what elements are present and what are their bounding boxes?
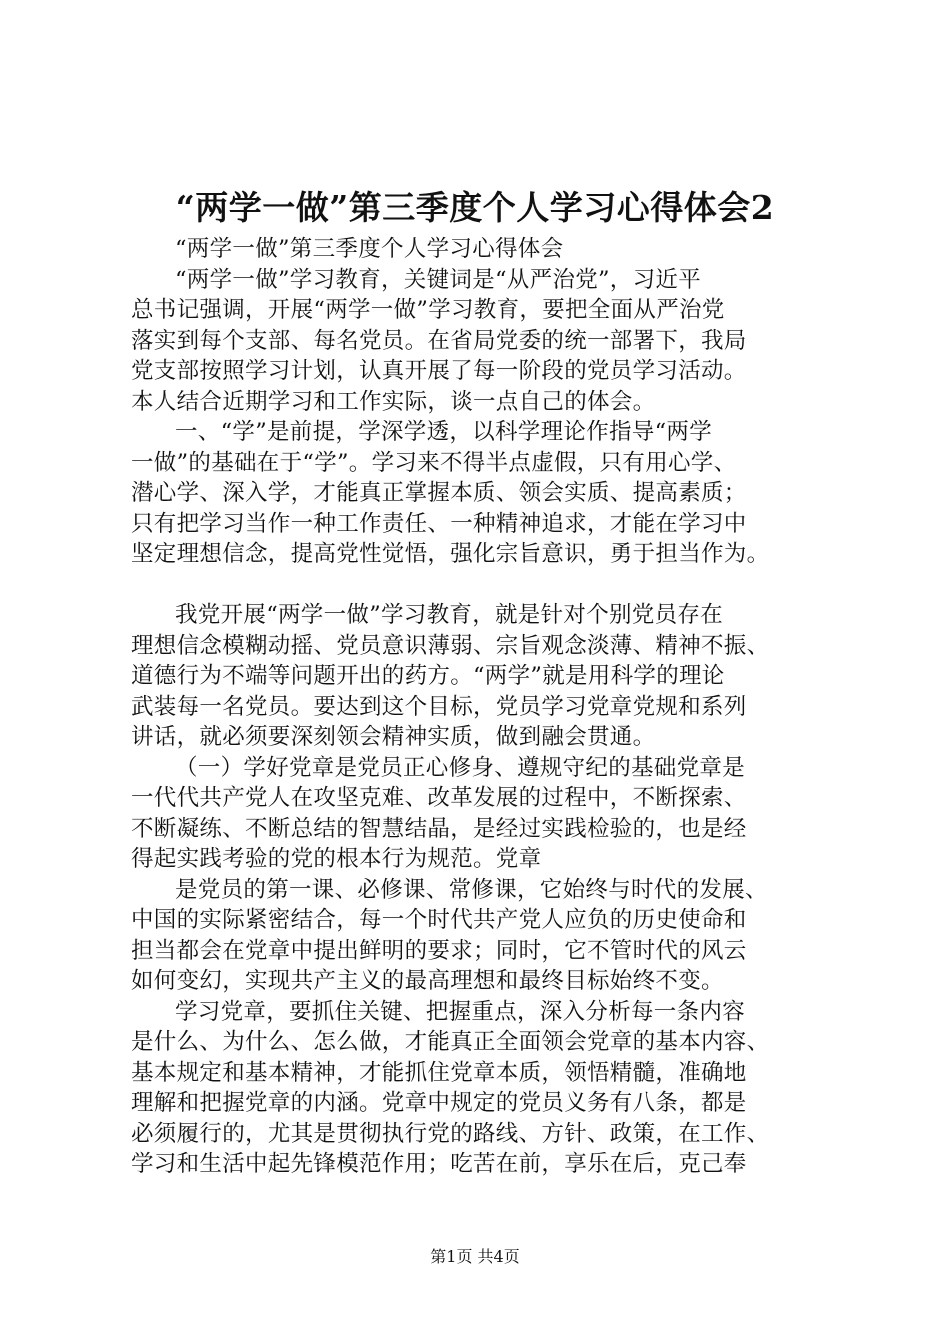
paragraph-line: 讲话，就必须要深刻领会精神实质，做到融会贯通。 [131,724,656,750]
paragraph-line: 担当都会在党章中提出鲜明的要求；同时，它不管时代的风云 [131,937,747,964]
paragraph-line: 党支部按照学习计划，认真开展了每一阶段的党员学习活动。 [131,358,747,384]
paragraph-line: 道德行为不端等问题开出的药方。“两学”就是用科学的理论 [131,663,725,689]
paragraph-line: （一）学好党章是党员正心修身、遵规守纪的基础党章是 [175,754,746,781]
paragraph-line: 落实到每个支部、每名党员。在省局党委的统一部署下，我局 [131,327,747,354]
paragraph-line: 我党开展“两学一做”学习教育，就是针对个别党员存在 [175,602,724,628]
paragraph-line: 只有把学习当作一种工作责任、一种精神追求，才能在学习中 [131,510,747,537]
paragraph-line: 一做”的基础在于“学”。学习来不得半点虚假，只有用心学、 [131,449,737,476]
paragraph-line: 基本规定和基本精神，才能抓住党章本质，领悟精髓，准确地 [131,1059,747,1086]
paragraph-line: “两学一做”第三季度个人学习心得体会 [175,236,564,262]
paragraph-line: 潜心学、深入学，才能真正掌握本质、领会实质、提高素质； [131,480,747,506]
paragraph-line: 得起实践考验的党的根本行为规范。党章 [131,846,542,872]
page-number-footer: 第1页 共4页 [430,1247,520,1266]
paragraph-line: 不断凝练、不断总结的智慧结晶，是经过实践检验的，也是经 [131,815,747,842]
paragraph-line: 一、“学”是前提，学深学透，以科学理论作指导“两学 [175,419,713,445]
paragraph-line: 理解和把握党章的内涵。党章中规定的党员义务有八条，都是 [131,1090,747,1116]
blank-line [131,570,831,601]
paragraph-line: 是党员的第一课、必修课、常修课，它始终与时代的发展、 [175,876,768,903]
paragraph-line: “两学一做”学习教育，关键词是“从严治党”，习近平 [175,266,702,293]
paragraph-line: 中国的实际紧密结合，每一个时代共产党人应负的历史使命和 [131,907,747,933]
paragraph-line: 总书记强调，开展“两学一做”学习教育，要把全面从严治党 [131,297,725,323]
paragraph-line: 本人结合近期学习和工作实际，谈一点自己的体会。 [131,388,656,415]
document-title: “两学一做”第三季度个人学习心得体会2 [175,188,775,227]
paragraph-line: 如何变幻，实现共产主义的最高理想和最终目标始终不变。 [131,968,724,994]
paragraph-line: 是什么、为什么、怎么做，才能真正全面领会党章的基本内容、 [131,1029,770,1055]
paragraph-line: 必须履行的，尤其是贯彻执行党的路线、方针、政策，在工作、 [131,1120,770,1147]
paragraph-line: 坚定理想信念，提高党性觉悟，强化宗旨意识，勇于担当作为。 [131,541,770,567]
paragraph-line: 武装每一名党员。要达到这个目标，党员学习党章党规和系列 [131,693,747,720]
paragraph-line: 学习党章，要抓住关键、把握重点，深入分析每一条内容 [175,998,746,1025]
paragraph-line: 理想信念模糊动摇、党员意识薄弱、宗旨观念淡薄、精神不振、 [131,632,770,659]
paragraph-line: 一代代共产党人在攻坚克难、改革发展的过程中，不断探索、 [131,785,747,811]
document-body [131,234,831,1180]
paragraph-line: 学习和生活中起先锋模范作用；吃苦在前，享乐在后，克己奉 [131,1151,747,1177]
